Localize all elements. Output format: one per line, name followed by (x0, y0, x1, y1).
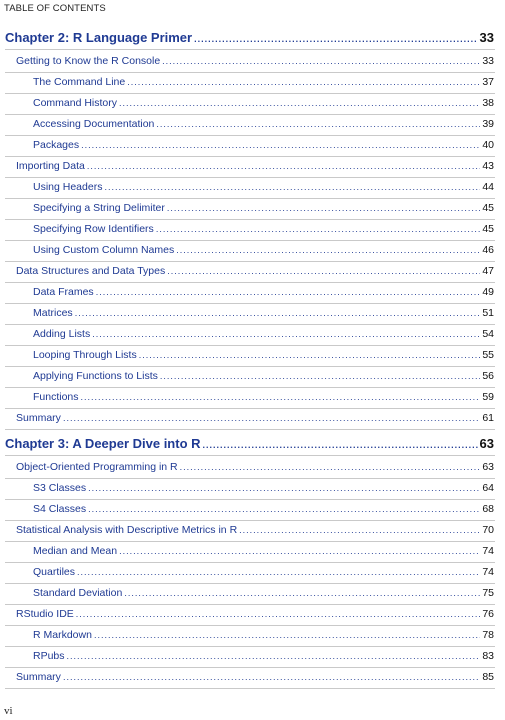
toc-entry-sub[interactable] (33, 587, 494, 599)
dot-leader (156, 119, 480, 129)
toc-entry-title: Accessing Documentation (33, 118, 155, 130)
dot-leader (167, 203, 480, 213)
row-divider (5, 240, 495, 241)
dot-leader (160, 371, 480, 381)
dot-leader (162, 56, 480, 66)
toc-entry-title: Specifying Row Identifiers (33, 223, 154, 235)
dot-leader (239, 525, 480, 535)
toc-entry-title: Using Custom Column Names (33, 244, 175, 256)
row-divider (5, 366, 495, 367)
row-divider (5, 177, 495, 178)
dot-leader (63, 672, 480, 682)
toc-entry-page-number: 51 (482, 307, 494, 319)
toc-entry-page-number: 43 (482, 160, 494, 172)
toc-entry-page-number: 68 (482, 503, 494, 515)
row-divider (5, 93, 495, 94)
row-divider (5, 688, 495, 689)
row-divider (5, 583, 495, 584)
row-divider (5, 114, 495, 115)
toc-entry-sub[interactable] (33, 482, 494, 494)
toc-entry-title: Applying Functions to Lists (33, 370, 158, 382)
row-divider (5, 667, 495, 668)
row-divider (5, 198, 495, 199)
toc-entry-title: Summary (16, 412, 61, 424)
toc-entry-title: Functions (33, 391, 79, 403)
running-head: TABLE OF CONTENTS (4, 3, 106, 14)
toc-entry-title: S3 Classes (33, 482, 87, 494)
dot-leader (96, 287, 481, 297)
toc-entry-title: Data Frames (33, 286, 94, 298)
toc-entry-title: RStudio IDE (16, 608, 74, 620)
dot-leader (88, 504, 480, 514)
toc-entry-sub[interactable] (33, 566, 494, 578)
toc-entry-sub[interactable] (33, 181, 494, 193)
toc-entry-page-number: 85 (482, 671, 494, 683)
toc-entry-page-number: 63 (479, 436, 494, 451)
toc-entry-page-number: 38 (482, 97, 494, 109)
dot-leader (81, 140, 480, 150)
toc-entry-page-number: 83 (482, 650, 494, 662)
page-number: vi (4, 705, 13, 717)
toc-entry-sub[interactable] (33, 286, 494, 298)
dot-leader (81, 392, 481, 402)
toc-entry-page-number: 63 (482, 461, 494, 473)
row-divider (5, 156, 495, 157)
row-divider (5, 303, 495, 304)
row-divider (5, 72, 495, 73)
toc-entry-page-number: 45 (482, 223, 494, 235)
row-divider (5, 604, 495, 605)
toc-entry-page-number: 64 (482, 482, 494, 494)
dot-leader (88, 483, 480, 493)
toc-entry-page-number: 33 (482, 55, 494, 67)
toc-entry-page-number: 56 (482, 370, 494, 382)
toc-entry-page-number: 70 (482, 524, 494, 536)
toc-entry-chapter[interactable] (5, 30, 494, 45)
row-divider (5, 345, 495, 346)
row-divider (5, 455, 495, 456)
row-divider (5, 408, 495, 409)
dot-leader (167, 266, 480, 276)
row-divider (5, 219, 495, 220)
row-divider (5, 49, 495, 50)
toc-entry-sub[interactable] (33, 223, 494, 235)
toc-entry-sub[interactable] (33, 118, 494, 130)
toc-entry-sub[interactable] (33, 650, 494, 662)
toc-entry-page-number: 61 (482, 412, 494, 424)
toc-entry-page-number: 76 (482, 608, 494, 620)
toc-entry-sub[interactable] (33, 370, 494, 382)
toc-entry-sub[interactable] (33, 76, 494, 88)
toc-entry-title: Chapter 3: A Deeper Dive into R (5, 436, 201, 451)
toc-entry-title: Chapter 2: R Language Primer (5, 30, 193, 45)
toc-entry-sub[interactable] (33, 328, 494, 340)
toc-entry-page-number: 33 (479, 30, 494, 45)
toc-entry-page-number: 78 (482, 629, 494, 641)
row-divider (5, 499, 495, 500)
toc-entry-section[interactable] (16, 265, 494, 277)
toc-entry-page-number: 37 (482, 76, 494, 88)
dot-leader (119, 546, 480, 556)
toc-entry-page-number: 39 (482, 118, 494, 130)
toc-entry-section[interactable] (16, 461, 494, 473)
toc-entry-page-number: 74 (482, 545, 494, 557)
toc-entry-title: Getting to Know the R Console (16, 55, 161, 67)
row-divider (5, 261, 495, 262)
toc-entry-sub[interactable] (33, 307, 494, 319)
dot-leader (176, 245, 480, 255)
toc-entry-title: The Command Line (33, 76, 126, 88)
toc-entry-title: S4 Classes (33, 503, 87, 515)
toc-entry-title: Quartiles (33, 566, 76, 578)
toc-entry-page-number: 45 (482, 202, 494, 214)
dot-leader (77, 567, 480, 577)
dot-leader (75, 308, 481, 318)
toc-entry-chapter[interactable] (5, 436, 494, 451)
toc-entry-title: Summary (16, 671, 61, 683)
toc-entry-page-number: 46 (482, 244, 494, 256)
toc-entry-sub[interactable] (33, 629, 494, 641)
toc-entry-title: Importing Data (16, 160, 85, 172)
toc-entry-title: Packages (33, 139, 80, 151)
toc-entry-page-number: 74 (482, 566, 494, 578)
toc-entry-title: RPubs (33, 650, 65, 662)
toc-entry-title: Adding Lists (33, 328, 91, 340)
toc-entry-section[interactable] (16, 55, 494, 67)
toc-entry-page-number: 59 (482, 391, 494, 403)
toc-entry-title: R Markdown (33, 629, 92, 641)
dot-leader (67, 651, 481, 661)
toc-entry-section[interactable] (16, 412, 494, 424)
toc-entry-sub[interactable] (33, 545, 494, 557)
toc-entry-section[interactable] (16, 524, 494, 536)
row-divider (5, 387, 495, 388)
toc-entry-title: Statistical Analysis with Descriptive Metrics in R (16, 524, 238, 536)
toc-entry-page-number: 44 (482, 181, 494, 193)
row-divider (5, 324, 495, 325)
toc-entry-title: Specifying a String Delimiter (33, 202, 165, 214)
dot-leader (92, 329, 480, 339)
row-divider (5, 625, 495, 626)
row-divider (5, 646, 495, 647)
dot-leader (203, 440, 478, 450)
dot-leader (119, 98, 480, 108)
row-divider (5, 135, 495, 136)
toc-entry-title: Object-Oriented Programming in R (16, 461, 178, 473)
toc-entry-page-number: 75 (482, 587, 494, 599)
dot-leader (94, 630, 480, 640)
toc-entry-sub[interactable] (33, 139, 494, 151)
dot-leader (180, 462, 481, 472)
toc-entry-section[interactable] (16, 671, 494, 683)
dot-leader (127, 77, 480, 87)
row-divider (5, 520, 495, 521)
toc-entry-page-number: 47 (482, 265, 494, 277)
toc-entry-page-number: 49 (482, 286, 494, 298)
toc-entry-sub[interactable] (33, 349, 494, 361)
row-divider (5, 541, 495, 542)
toc-entry-page-number: 40 (482, 139, 494, 151)
dot-leader (104, 182, 480, 192)
toc-entry-title: Looping Through Lists (33, 349, 137, 361)
dot-leader (156, 224, 481, 234)
dot-leader (139, 350, 481, 360)
row-divider (5, 429, 495, 430)
toc-entry-sub[interactable] (33, 97, 494, 109)
toc-entry-sub[interactable] (33, 202, 494, 214)
toc-entry-section[interactable] (16, 160, 494, 172)
dot-leader (63, 413, 480, 423)
toc-entry-title: Standard Deviation (33, 587, 123, 599)
toc-entry-sub[interactable] (33, 391, 494, 403)
toc-entry-sub[interactable] (33, 244, 494, 256)
row-divider (5, 562, 495, 563)
toc-entry-page-number: 55 (482, 349, 494, 361)
toc-entry-page-number: 54 (482, 328, 494, 340)
toc-entry-title: Matrices (33, 307, 73, 319)
toc-entry-title: Median and Mean (33, 545, 118, 557)
row-divider (5, 282, 495, 283)
dot-leader (76, 609, 481, 619)
toc-entry-title: Using Headers (33, 181, 103, 193)
dot-leader (194, 34, 477, 44)
toc-entry-section[interactable] (16, 608, 494, 620)
dot-leader (124, 588, 480, 598)
toc-entry-title: Command History (33, 97, 118, 109)
toc-entry-sub[interactable] (33, 503, 494, 515)
dot-leader (87, 161, 480, 171)
toc-entry-title: Data Structures and Data Types (16, 265, 166, 277)
row-divider (5, 478, 495, 479)
